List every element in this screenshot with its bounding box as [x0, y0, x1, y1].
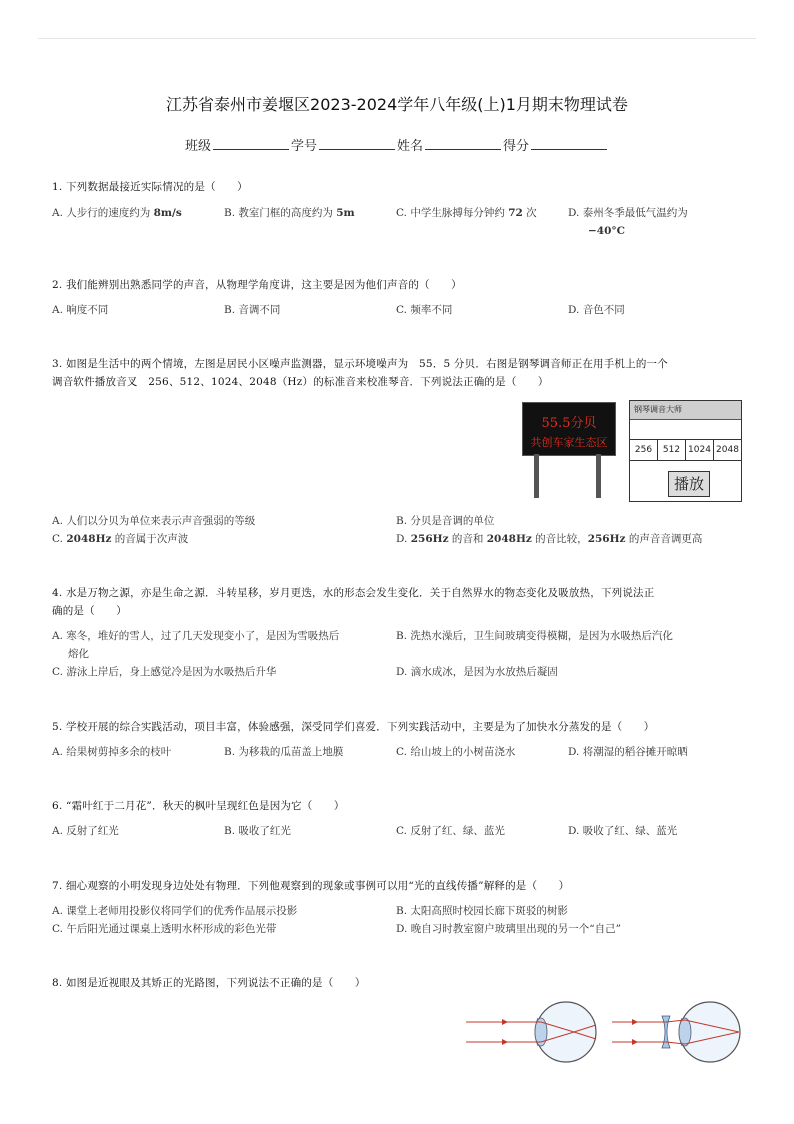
q1-c-text: C. 中学生脉搏每分钟约 [396, 207, 509, 219]
q2-option-c[interactable]: C. 频率不同 [396, 304, 453, 316]
q7-option-b[interactable]: B. 太阳高照时校园长廊下斑驳的树影 [396, 905, 568, 917]
q6-option-d[interactable]: D. 吸收了红、绿、蓝光 [568, 825, 678, 837]
q3-option-d[interactable] [396, 530, 702, 548]
q5-option-c[interactable]: C. 给山坡上的小树苗浇水 [396, 746, 516, 758]
q3-c-text: C. [52, 533, 67, 545]
q3-d-suffix: 的声音音调更高 [625, 533, 703, 545]
q4-a-line2: 熔化 [68, 648, 89, 660]
question-4-stem-line2: 确的是（ ） [52, 605, 127, 617]
q6-option-c[interactable]: C. 反射了红、绿、蓝光 [396, 825, 505, 837]
tuning-fork-keys [630, 439, 741, 461]
q1-a-value: 8m/s [153, 207, 182, 219]
id-blank[interactable] [319, 139, 395, 150]
myopic-eye [466, 1002, 596, 1062]
q2-option-a[interactable]: A. 响度不同 [52, 304, 109, 316]
key-256[interactable]: 256 [630, 440, 658, 460]
corrected-eye [612, 1002, 740, 1062]
play-button[interactable]: 播放 [668, 471, 710, 497]
student-info-line [0, 135, 794, 154]
question-7-stem: 7. 细心观察的小明发现身边处处有物理．下列他观察到的现象或事例可以用“光的直线传播”解释的是（ ） [52, 880, 570, 892]
noise-location: 共创车家生态区 [530, 436, 608, 449]
myopia-eye-diagram [462, 996, 748, 1068]
q1-option-a[interactable] [52, 204, 182, 222]
noise-reading: 55.5分贝 [541, 416, 597, 431]
q2-option-d[interactable]: D. 音色不同 [568, 304, 625, 316]
key-512[interactable]: 512 [658, 440, 686, 460]
sign-left-post [534, 454, 539, 498]
question-4-stem-line1: 4. 水是万物之源，亦是生命之源．斗转星移，岁月更迭，水的形态会发生变化．关于自然界水的物态变化及吸放热，下列说法正 [52, 587, 655, 599]
q4-option-a[interactable] [52, 627, 339, 663]
q3-option-c[interactable] [52, 530, 188, 548]
question-3-stem-line2: 调音软件播放音叉 256、512、1024、2048（Hz）的标准音来校准琴音．下列说法正确的是（ ） [52, 376, 549, 388]
key-1024[interactable]: 1024 [686, 440, 714, 460]
q4-option-d[interactable]: D. 滴水成冰，是因为水放热后凝固 [396, 666, 558, 678]
key-2048[interactable]: 2048 [716, 445, 739, 455]
q1-option-c[interactable] [396, 204, 537, 222]
question-2-stem: 2. 我们能辨别出熟悉同学的声音，从物理学角度讲，这主要是因为他们声音的（ ） [52, 279, 462, 291]
question-7-options [52, 902, 742, 938]
q4-option-b[interactable]: B. 洗热水澡后，卫生间玻璃变得模糊，是因为水吸热后汽化 [396, 630, 673, 642]
tuner-app-screen [629, 400, 742, 502]
q3-d-mid-2: 的音比较， [531, 533, 588, 545]
q6-option-b[interactable]: B. 吸收了红光 [224, 825, 291, 837]
q1-a-text: A. 人步行的速度约为 [52, 207, 154, 219]
q1-b-value: 5m [336, 207, 355, 219]
question-1-options [52, 204, 742, 240]
q3-d-value-2: 2048Hz [486, 533, 532, 545]
name-blank[interactable] [425, 139, 501, 150]
q7-option-a[interactable]: A. 课堂上老师用投影仪将同学们的优秀作品展示投影 [52, 905, 298, 917]
id-label: 学号 [290, 139, 317, 154]
question-5-stem: 5. 学校开展的综合实践活动，项目丰富，体验感强，深受同学们喜爱．下列实践活动中，主要是为了加快水分蒸发的是（ ） [52, 721, 655, 733]
q3-option-a[interactable]: A. 人们以分贝为单位来表示声音强弱的等级 [52, 515, 256, 527]
question-5-options [52, 743, 742, 761]
q3-c-suffix: 的音属于次声波 [111, 533, 189, 545]
sign-right-post [596, 454, 601, 498]
question-2-options [52, 301, 742, 319]
question-1-stem: 1. 下列数据最接近实际情况的是（ ） [52, 181, 248, 193]
q1-c-value: 72 [508, 207, 523, 219]
q1-d-text: D. 泰州冬季最低气温约为 [568, 207, 688, 219]
name-label: 姓名 [397, 139, 424, 154]
q2-option-b[interactable]: B. 音调不同 [224, 304, 281, 316]
q7-option-c[interactable]: C. 午后阳光通过课桌上透明水杯形成的彩色光带 [52, 923, 277, 935]
question-4-options [52, 627, 742, 681]
question-3-stem-line1: 3. 如图是生活中的两个情境，左图是居民小区噪声监测器，显示环境噪声为 55．5 分贝．右图是钢琴调音师正在用手机上的一个 [52, 358, 668, 370]
score-label: 得分 [503, 139, 530, 154]
q5-option-d[interactable]: D. 将潮湿的稻谷摊开晾晒 [568, 746, 688, 758]
q3-c-value: 2048Hz [66, 533, 112, 545]
question-6-stem: 6. “霜叶红于二月花”．秋天的枫叶呈现红色是因为它（ ） [52, 800, 345, 812]
q3-d-value-1: 256Hz [410, 533, 449, 545]
q3-d-value-3: 256Hz [587, 533, 626, 545]
score-blank[interactable] [531, 139, 607, 150]
question-6-options [52, 822, 742, 840]
q1-option-b[interactable] [224, 204, 355, 222]
q4-a-line1: A. 寒冬，堆好的雪人，过了几天发现变小了，是因为雪吸热后 [52, 630, 340, 642]
q3-d-text: D. [396, 533, 411, 545]
q3-option-b[interactable]: B. 分贝是音调的单位 [396, 515, 495, 527]
class-blank[interactable] [213, 139, 289, 150]
class-label: 班级 [184, 139, 211, 154]
noise-monitor-sign [522, 402, 616, 456]
q6-option-a[interactable]: A. 反射了红光 [52, 825, 119, 837]
exam-title: 江苏省泰州市姜堰区2023-2024学年八年级(上)1月期末物理试卷 [166, 95, 628, 114]
question-8-stem: 8. 如图是近视眼及其矫正的光路图，下列说法不正确的是（ ） [52, 977, 366, 989]
q1-d-value: −40°C [588, 225, 626, 237]
q5-option-b[interactable]: B. 为移栽的瓜苗盖上地膜 [224, 746, 344, 758]
tuner-app-title: 钢琴调音大师 [630, 401, 741, 420]
q3-d-mid: 的音和 [448, 533, 487, 545]
q1-b-text: B. 教室门框的高度约为 [224, 207, 337, 219]
q5-option-a[interactable]: A. 给果树剪掉多余的枝叶 [52, 746, 172, 758]
q4-option-c[interactable]: C. 游泳上岸后，身上感觉冷是因为水吸热后升华 [52, 666, 277, 678]
q1-c-suffix: 次 [522, 207, 537, 219]
header-divider [38, 38, 756, 39]
q7-option-d[interactable]: D. 晚自习时教室窗户玻璃里出现的另一个“自己” [396, 923, 621, 935]
question-3-options [52, 512, 742, 548]
q1-option-d[interactable] [568, 204, 688, 240]
